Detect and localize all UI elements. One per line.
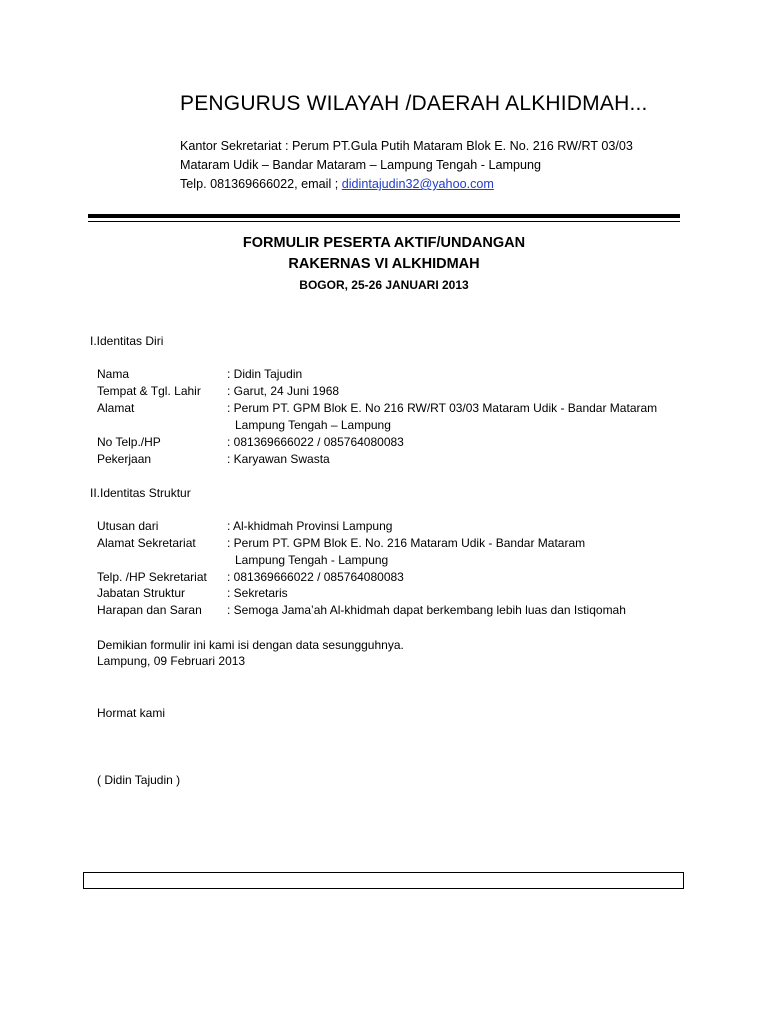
field-value: : Al-khidmah Provinsi Lampung — [227, 519, 393, 533]
contact-prefix: Telp. 081369666022, email ; — [180, 177, 342, 191]
field-label: Utusan dari — [97, 519, 159, 533]
contact-line — [180, 177, 494, 191]
field-label: Tempat & Tgl. Lahir — [97, 384, 201, 398]
field-row — [97, 519, 392, 533]
field-label: Jabatan Struktur — [97, 586, 186, 600]
section-identitas-diri-heading: I.Identitas Diri — [90, 334, 164, 348]
email-link[interactable]: didintajudin32@yahoo.com — [341, 177, 494, 191]
form-event-date: BOGOR, 25-26 JANUARI 2013 — [299, 278, 469, 292]
form-title: FORMULIR PESERTA AKTIF/UNDANGAN — [242, 235, 526, 251]
field-row — [97, 536, 585, 550]
field-row — [97, 586, 288, 600]
field-row — [97, 435, 404, 449]
place-date: Lampung, 09 Februari 2013 — [97, 654, 246, 668]
signer-name: ( Didin Tajudin ) — [97, 773, 181, 787]
field-row — [97, 452, 330, 466]
field-value: : Sekretaris — [227, 586, 288, 600]
field-label: Harapan dan Saran — [97, 603, 202, 617]
field-value: : Didin Tajudin — [227, 367, 303, 381]
field-value-continuation: Lampung Tengah - Lampung — [235, 553, 389, 567]
field-label: Alamat — [97, 401, 135, 415]
field-row — [97, 603, 626, 617]
form-event-title: RAKERNAS VI ALKHIDMAH — [288, 256, 480, 272]
field-value: : Semoga Jama’ah Al-khidmah dapat berkembang lebih luas dan Istiqomah — [227, 603, 626, 617]
organization-title: PENGURUS WILAYAH /DAERAH ALKHIDMAH... — [180, 92, 648, 115]
field-value-continuation: Lampung Tengah – Lampung — [235, 418, 391, 432]
field-value: : 081369666022 / 085764080083 — [227, 570, 404, 584]
field-label: Nama — [97, 367, 130, 381]
field-label: Pekerjaan — [97, 452, 152, 466]
field-row — [97, 570, 404, 584]
field-row — [97, 367, 302, 381]
address-line-2: Mataram Udik – Bandar Mataram – Lampung Tengah - Lampung — [180, 158, 541, 172]
regards: Hormat kami — [97, 706, 166, 720]
field-label: No Telp./HP — [97, 435, 161, 449]
field-value: : Perum PT. GPM Blok E. No. 216 Mataram Udik - Bandar Mataram — [227, 536, 586, 550]
closing-statement: Demikian formulir ini kami isi dengan data sesungguhnya. — [97, 638, 404, 652]
field-row — [97, 401, 657, 415]
header-divider-thin — [88, 221, 680, 222]
field-label: Telp. /HP Sekretariat — [97, 570, 207, 584]
field-value: : Karyawan Swasta — [227, 452, 330, 466]
field-value: : 081369666022 / 085764080083 — [227, 435, 404, 449]
address-line-1: Kantor Sekretariat : Perum PT.Gula Putih Mataram Blok E. No. 216 RW/RT 03/03 — [180, 139, 633, 153]
field-row — [97, 384, 339, 398]
section-identitas-struktur-heading: II.Identitas Struktur — [90, 486, 191, 500]
field-value: : Perum PT. GPM Blok E. No 216 RW/RT 03/03 Mataram Udik - Bandar Mataram — [227, 401, 658, 415]
field-value: : Garut, 24 Juni 1968 — [227, 384, 340, 398]
footer-box — [83, 872, 684, 889]
header-divider-thick — [88, 214, 680, 218]
field-label: Alamat Sekretariat — [97, 536, 196, 550]
